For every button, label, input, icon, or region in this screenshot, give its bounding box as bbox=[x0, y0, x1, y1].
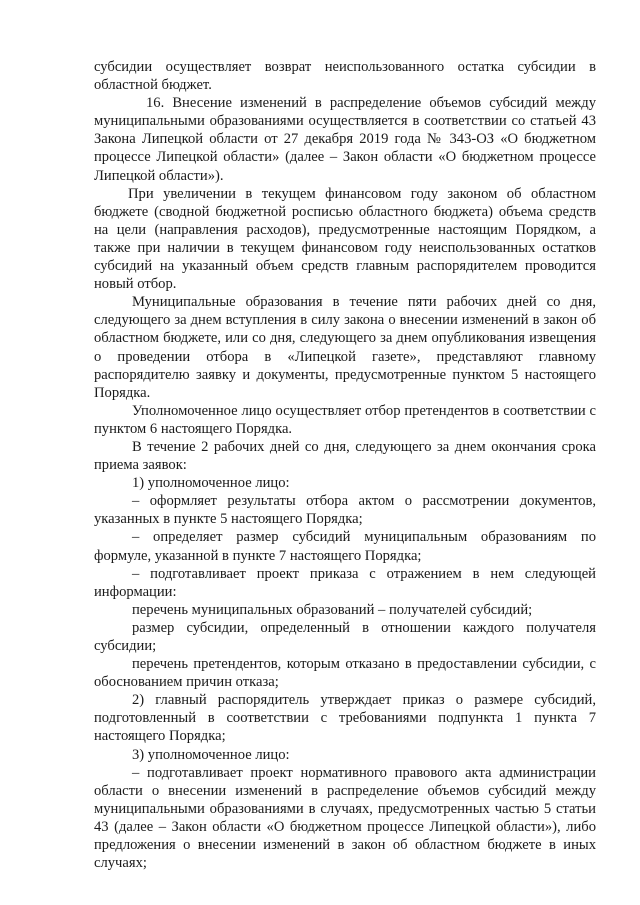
paragraph-municipal-application: Муниципальные образования в течение пяти рабочих дней со дня, следующего за днем вступления в силу закона о внесении изменений в закон об областном бюджете, или со дня, следующего за днем опубликования извещения о проведении отбора в «Липецкой газете», представляют главному распорядителю заявку и документы, предусмотренные пунктом 5 настоящего Порядка. bbox=[94, 294, 596, 401]
list-item-recipients: перечень муниципальных образований – получателей субсидий; bbox=[132, 601, 533, 618]
list-item-draft-order: – подготавливает проект приказа с отражением в нем следующей информации: bbox=[94, 565, 596, 600]
document-page bbox=[94, 58, 596, 872]
list-item-3: 3) уполномоченное лицо: bbox=[132, 746, 290, 763]
list-item-draft-act: – подготавливает проект нормативного правового акта администрации области о внесении изменений в распределение объемов субсидий между муниципальными образованиями в случаях, предусмотренных частью 5 статьи 43 (далее – Закон области «О бюджетном процессе Липецкой области»), либо предложения о внесении изменений в закон об областном бюджете в иных случаях; bbox=[94, 764, 596, 872]
list-item-refused: перечень претендентов, которым отказано в предоставлении субсидии, с обоснованием причин отказа; bbox=[94, 656, 596, 691]
paragraph-subsidy-return: субсидии осуществляет возврат неиспользованного остатка субсидии в областной бюджет. bbox=[94, 59, 596, 94]
list-item-2: 2) главный распорядитель утверждает приказ о размере субсидий, подготовленный в соответствии с требованиями подпункта 1 пункта 7 настоящего Порядка; bbox=[94, 692, 596, 745]
list-item-act: – оформляет результаты отбора актом о рассмотрении документов, указанных в пункте 5 настоящего Порядка; bbox=[94, 493, 596, 528]
paragraph-authorized-selection: Уполномоченное лицо осуществляет отбор претендентов в соответствии с пунктом 6 настоящего Порядка. bbox=[94, 402, 596, 437]
list-item-1: 1) уполномоченное лицо: bbox=[132, 475, 290, 492]
paragraph-16: 16. Внесение изменений в распределение объемов субсидий между муниципальными образованиями осуществляется в соответствии со статьей 43 Закона Липецкой области от 27 декабря 2019 года № 343-ОЗ «О бюджетном процессе Липецкой области» (далее – Закон области «О бюджетном процессе Липецкой области»). bbox=[94, 95, 596, 184]
list-item-amount: размер субсидии, определенный в отношении каждого получателя субсидии; bbox=[94, 619, 596, 654]
list-item-size: – определяет размер субсидий муниципальным образованиям по формуле, указанной в пункте 7 настоящего Порядка; bbox=[94, 529, 596, 564]
paragraph-two-days: В течение 2 рабочих дней со дня, следующего за днем окончания срока приема заявок: bbox=[94, 438, 596, 474]
paragraph-new-selection: При увеличении в текущем финансовом году законом об областном бюджете (сводной бюджетной росписью областного бюджета) объема средств на цели (направления расходов), предусмотренные настоящим Порядком, а также при наличии в текущем финансовом году неиспользованных остатков субсидий на указанный объем средств главным распорядителем проводится новый отбор. bbox=[94, 185, 596, 293]
